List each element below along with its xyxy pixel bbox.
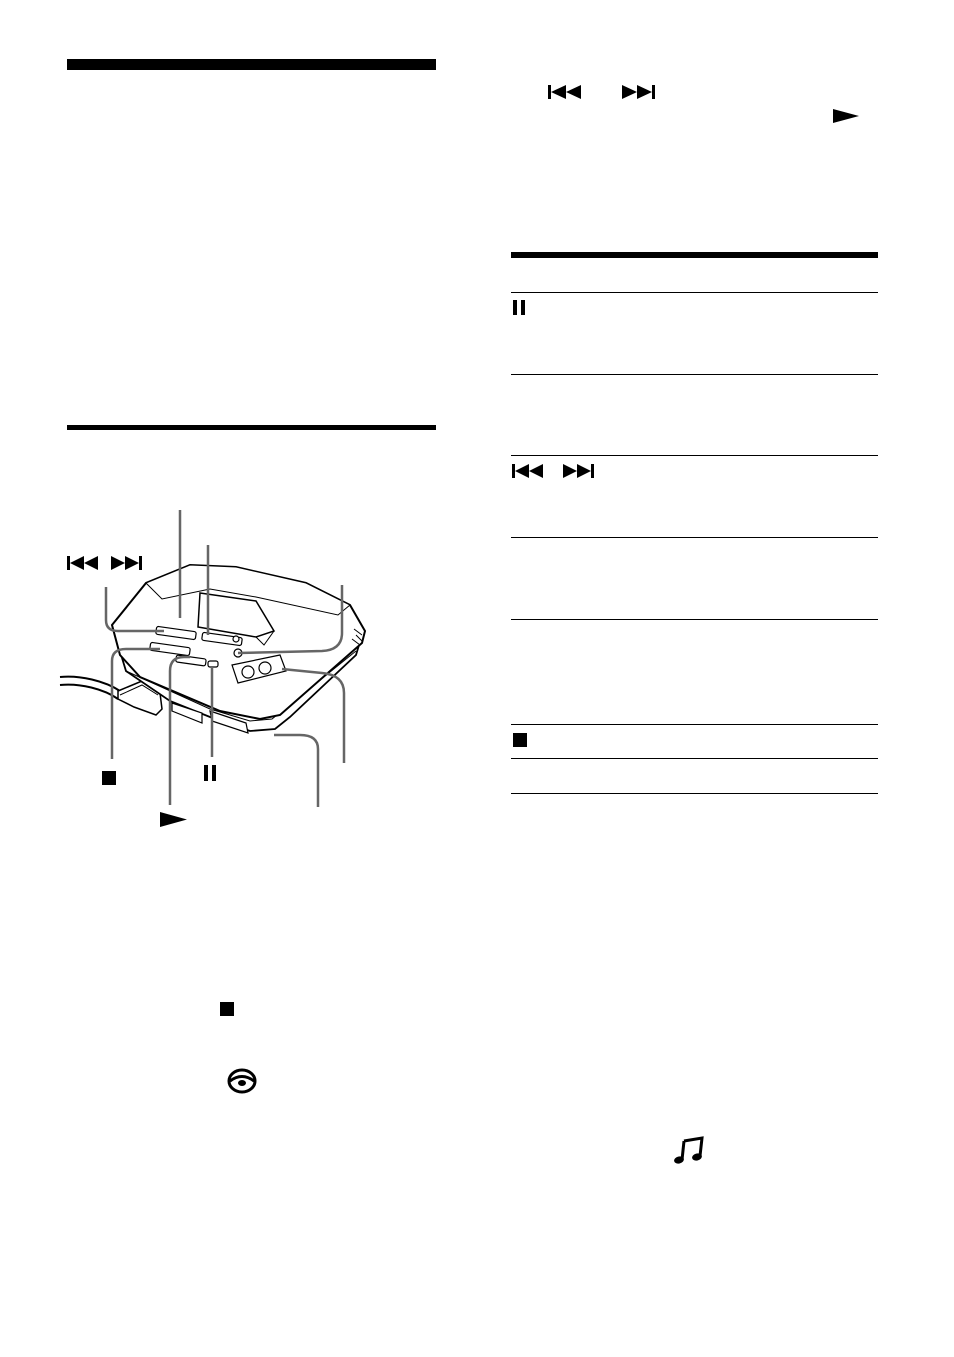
stop-icon (513, 733, 527, 747)
table-row-divider (511, 374, 878, 375)
disc-icon (227, 1068, 257, 1094)
pause-icon (204, 765, 218, 781)
section-rule (67, 425, 436, 430)
table-row-divider (511, 455, 878, 456)
next-track-icon (563, 463, 599, 479)
play-icon (160, 812, 187, 827)
next-track-icon (622, 84, 658, 100)
stop-icon (102, 771, 116, 785)
table-row-divider (511, 292, 878, 293)
previous-track-icon (67, 555, 101, 571)
play-icon (833, 109, 859, 123)
table-bottom-rule (511, 793, 878, 794)
table-row-divider (511, 537, 878, 538)
title-rule (67, 59, 436, 70)
music-note-icon (674, 1138, 706, 1164)
previous-track-icon (548, 84, 584, 100)
table-row-divider (511, 619, 878, 620)
table-top-rule (511, 252, 878, 258)
pause-icon (513, 300, 527, 315)
table-row-divider (511, 724, 878, 725)
table-row-divider (511, 758, 878, 759)
next-track-icon (111, 555, 147, 571)
stop-icon (220, 1002, 234, 1016)
previous-track-icon (512, 463, 548, 479)
